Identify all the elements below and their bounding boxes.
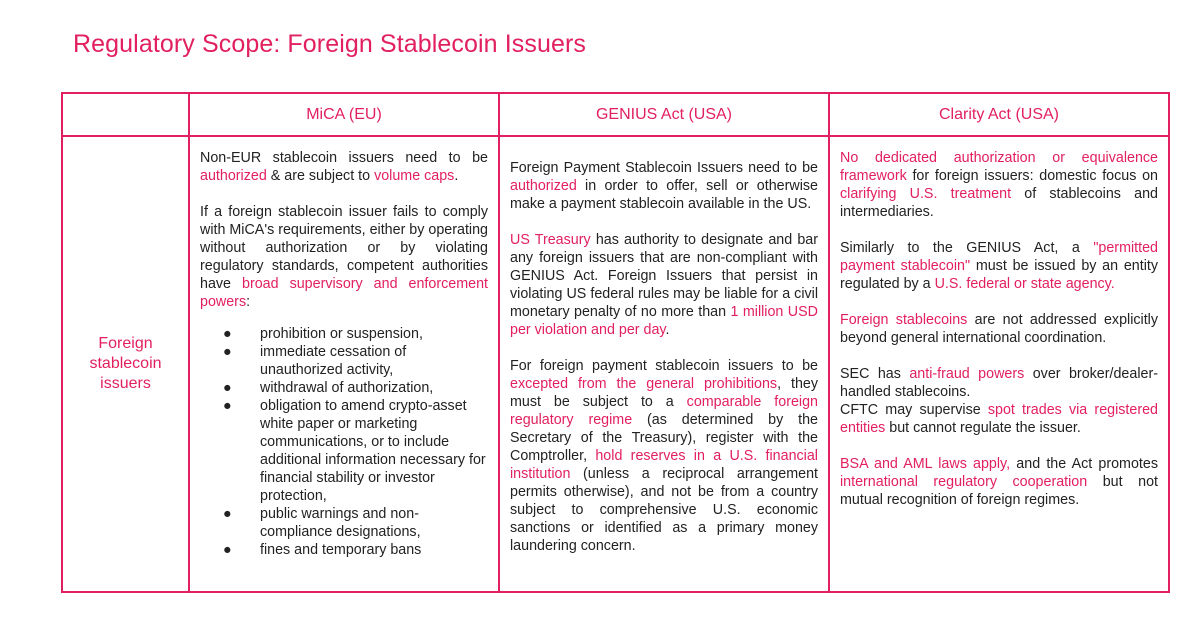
bullet-icon: ●	[223, 380, 232, 396]
text-segment: and the Act promotes	[1010, 456, 1158, 472]
text-segment: CFTC may supervise	[840, 402, 988, 418]
bullet-icon: ●	[223, 398, 232, 414]
text-segment: for foreign issuers: domestic focus on	[906, 168, 1158, 184]
highlighted-term: excepted from the general prohibitions	[510, 376, 778, 392]
bullet-icon: ●	[223, 506, 232, 522]
text-segment: If a foreign stablecoin issuer fails to comply with MiCA's requirements, either by operating without authorization or by violating regulatory standards, competent authorities have	[200, 204, 488, 292]
text-segment: :	[246, 294, 251, 310]
genius-paragraph-2	[510, 231, 818, 339]
highlighted-term: hold reserves in a U.S. financial institution	[510, 448, 818, 482]
row-label-foreign-issuers: Foreign stablecoin issuers	[63, 137, 190, 591]
text-segment: but not mutual recognition of foreign regimes.	[840, 474, 1158, 508]
clarity-paragraph-4a	[840, 365, 1158, 401]
list-item	[200, 505, 488, 541]
page-title: Regulatory Scope: Foreign Stablecoin Issuers	[73, 30, 587, 58]
comparison-table	[61, 92, 1170, 593]
clarity-paragraph-1	[840, 149, 1158, 221]
list-item	[200, 397, 488, 505]
highlighted-term: Foreign stablecoins	[840, 312, 968, 328]
genius-cell	[500, 137, 830, 591]
text-segment: has authority to designate and bar any foreign issuers that are non-compliant with GENIUS Act. Foreign Issuers that persist in violating US federal rules may be liable for a civil monetary penalty of no more than	[510, 232, 818, 320]
header-clarity: Clarity Act (USA)	[830, 94, 1168, 137]
text-segment: are not addressed explicitly beyond general international coordination.	[840, 312, 1158, 346]
list-item-text: fines and temporary bans	[260, 542, 422, 558]
text-segment: but cannot regulate the issuer.	[885, 420, 1081, 436]
clarity-paragraph-2	[840, 239, 1158, 293]
mica-cell	[190, 137, 500, 591]
genius-paragraph-1	[510, 159, 818, 213]
highlighted-term: spot trades via registered entities	[840, 402, 1159, 436]
list-item	[200, 541, 488, 559]
text-segment: .	[665, 322, 670, 338]
highlighted-term: No dedicated authorization or equivalence framework	[840, 150, 1158, 184]
highlighted-term: "permitted payment stablecoin"	[840, 240, 1158, 274]
bullet-icon: ●	[223, 344, 232, 360]
highlighted-term: comparable foreign regulatory regime	[510, 394, 819, 428]
list-item-text: immediate cessation of unauthorized activity,	[260, 344, 407, 378]
text-segment: For foreign payment stablecoin issuers to be	[510, 358, 818, 374]
text-segment: Similarly to the GENIUS Act, a	[840, 240, 1094, 256]
highlighted-term: authorized	[510, 178, 577, 194]
mica-paragraph-2	[200, 203, 488, 311]
clarity-paragraph-3	[840, 311, 1158, 347]
list-item-text: prohibition or suspension,	[260, 326, 423, 342]
text-segment: Non-EUR stablecoin issuers need to be	[200, 150, 488, 166]
header-empty-cell	[63, 94, 190, 137]
header-genius: GENIUS Act (USA)	[500, 94, 830, 137]
text-segment: Foreign Payment Stablecoin Issuers need to be	[510, 160, 818, 176]
text-segment: over broker/dealer-handled stablecoins.	[840, 366, 1158, 400]
text-segment: .	[454, 168, 459, 184]
list-item	[200, 343, 488, 379]
highlighted-term: international regulatory cooperation	[840, 474, 1088, 490]
list-item-text: withdrawal of authorization,	[260, 380, 434, 396]
highlighted-term: US Treasury	[510, 232, 591, 248]
list-item-text: obligation to amend crypto-asset white paper or marketing communications, or to include additional information necessary for financial stability or investor protection,	[260, 398, 486, 504]
text-segment: must be issued by an entity regulated by a	[840, 258, 1159, 292]
bullet-icon: ●	[223, 542, 232, 558]
text-segment: of stablecoins and intermediaries.	[840, 186, 1158, 220]
header-mica: MiCA (EU)	[190, 94, 500, 137]
text-segment: SEC has	[840, 366, 910, 382]
list-item-text: public warnings and non-compliance designations,	[260, 506, 421, 540]
mica-enforcement-list	[200, 325, 488, 559]
highlighted-term: clarifying U.S. treatment	[840, 186, 1012, 202]
genius-paragraph-3	[510, 357, 818, 555]
clarity-cell	[830, 137, 1168, 591]
text-segment: & are subject to	[266, 168, 375, 184]
list-item	[200, 379, 488, 397]
text-segment: (unless a reciprocal arrangement permits otherwise), and not be from a country subject to comprehensive U.S. economic sanctions or identified as a primary money laundering concern.	[510, 466, 818, 554]
highlighted-term: volume caps	[374, 168, 455, 184]
highlighted-term: authorized	[200, 168, 267, 184]
text-segment: (as determined by the Secretary of the Treasury), register with the Comptroller,	[510, 412, 819, 464]
highlighted-term: 1 million USD per violation and per day	[510, 304, 818, 338]
highlighted-term: broad supervisory and enforcement powers	[200, 276, 489, 310]
highlighted-term: anti-fraud powers	[909, 366, 1025, 382]
mica-paragraph-1	[200, 149, 488, 185]
highlighted-term: U.S. federal or state agency.	[934, 276, 1115, 292]
clarity-paragraph-4b	[840, 401, 1158, 437]
list-item	[200, 325, 488, 343]
bullet-icon: ●	[223, 326, 232, 342]
text-segment: in order to offer, sell or otherwise make a payment stablecoin available in the US.	[510, 178, 818, 212]
highlighted-term: BSA and AML laws apply,	[840, 456, 1011, 472]
clarity-paragraph-5	[840, 455, 1158, 509]
text-segment: , they must be subject to a	[510, 376, 818, 410]
